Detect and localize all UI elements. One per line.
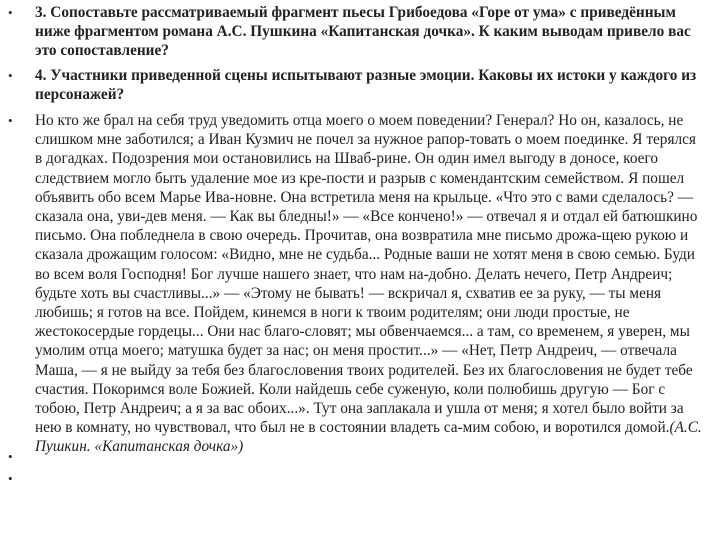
empty-bullet-item [0, 447, 706, 469]
bullet-icon: • [8, 68, 13, 83]
bullet-icon: • [8, 5, 13, 20]
question-3-text: 3. Сопоставьте рассматриваемый фрагмент пьесы Грибоедова «Горе от ума» с приведённым ниже фрагментом романа А.С. Пушкина «Капитанская дочка». К каким выводам привело вас это сопоставление? [35, 4, 691, 60]
novel-excerpt [0, 111, 706, 456]
excerpt-source: (А.С. Пушкин. «Капитанская дочка») [35, 419, 702, 456]
novel-excerpt-text: Но кто же брал на себя труд уведомить отца моего о моем поведении? Генерал? Но он, казалось, не слишком мне заботился; а Иван Кузмич не почел за нужное рапор-товать о моем поединке. Я терялся в догадках. Подозрения мои остановились на Шваб-рине. Он один имел выгоду в доносе, коего следствием могло быть удаление мое из кре-пости и разрыв с комендантским семейством. Я пошел объявить обо всем Марье Ива-новне. Она встретила меня на крыльце. «Что это с вами сделалось? — сказала она, уви-дев меня. — Как вы бледны!» — «Все кончено!» — отвечал я и отдал ей батюшкино письмо. Она побледнела в свою очередь. Прочитав, она возвратила мне письмо дрожа-щею рукою и сказала дрожащим голосом: «Видно, мне не судьба... Родные ваши не хотят меня в свою семью. Буди во всем воля Господня! Бог лучше нашего знает, что нам на-добно. Делать нечего, Петр Андреич; будьте хоть вы счастливы...» — «Этому не бывать! — вскричал я, схватив ее за руку, — ты меня любишь; я готов на все. Пойдем, кинемся в ноги к твоим родителям; они люди простые, не жестокосердые гордецы... Они нас благо-словят; мы обвенчаемся... а там, со временем, я уверен, мы умолим отца моего; матушка будет за нас; он меня простит...» — «Нет, Петр Андреич, — отвечала Маша, — я не выйду за тебя без благословения твоих родителей. Без их благословения не будет тебе счастия. Покоримся воле Божией. Коли найдешь себе суженую, коли полюбишь другую — Бог с тобою, Петр Андреич; а я за вас обоих...». Тут она заплакала и ушла от меня; я хотел было войти за нею в комнату, но чувствовал, что был не в состоянии владеть са-мим собою, и воротился домой. [35, 112, 698, 437]
empty-bullet-item [0, 469, 706, 491]
bullet-icon: • [8, 471, 13, 486]
bullet-list [0, 3, 706, 491]
question-3 [0, 3, 706, 66]
question-4-text: 4. Участники приведенной сцены испытывают разные эмоции. Каковы их истоки у каждого из персонажей? [35, 67, 697, 104]
bullet-icon: • [8, 113, 13, 128]
question-4 [0, 66, 706, 111]
bullet-icon: • [8, 449, 13, 464]
